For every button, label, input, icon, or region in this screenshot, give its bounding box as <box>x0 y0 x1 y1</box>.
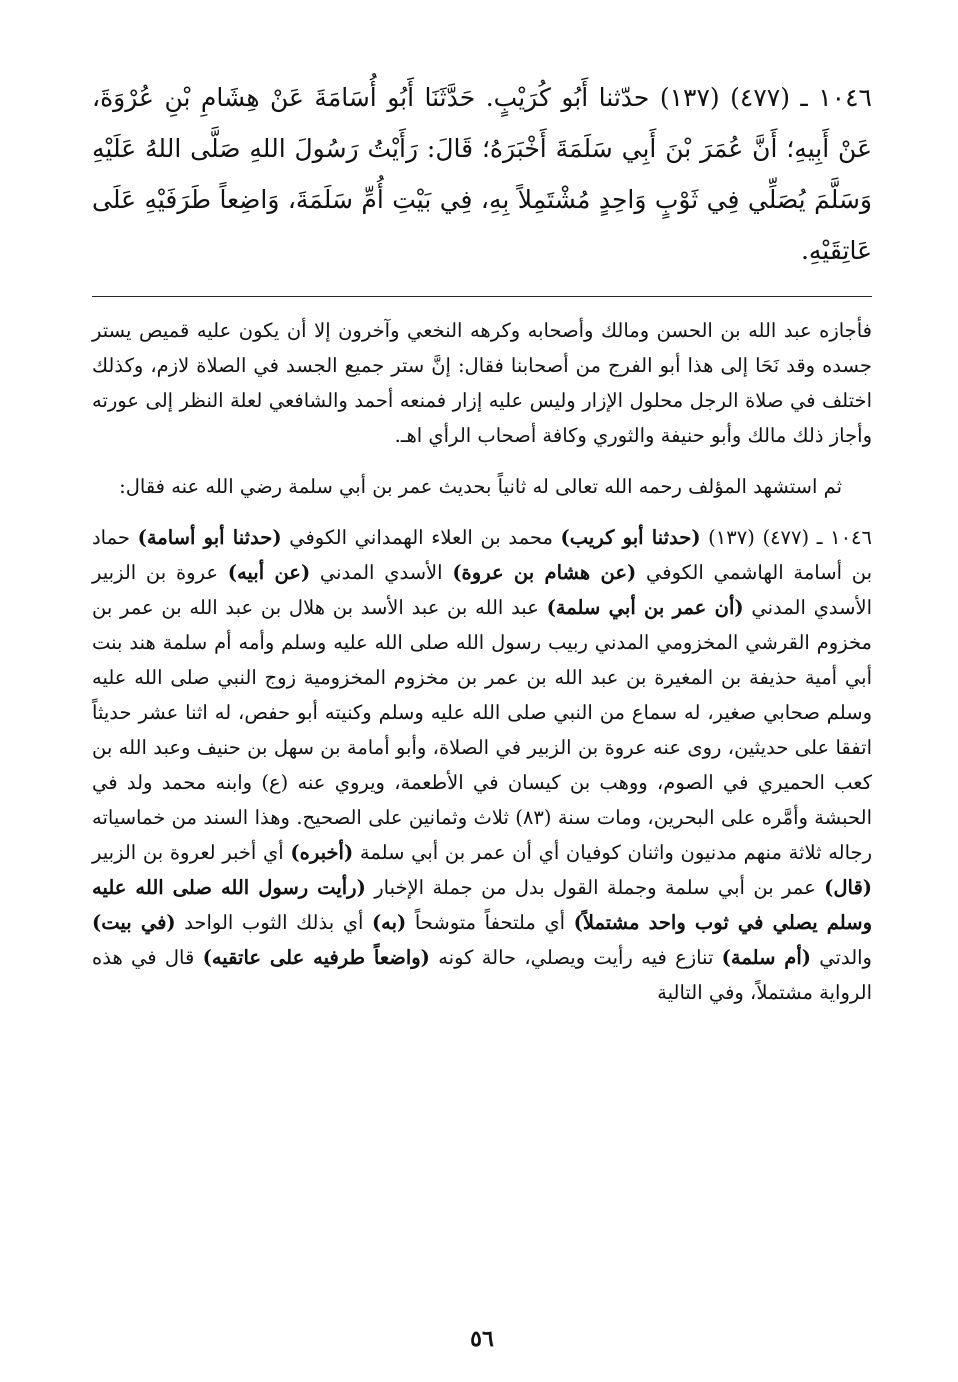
explanation-text: محمد بن العلاء الهمداني الكوفي <box>281 526 561 549</box>
explanation-text: عبد الله بن عبد الأسد بن هلال بن عبد الله بن عمر بن مخزوم القرشي المخزومي المدني ربيب رسول الله صلى الله عليه وسلم وأمه أم سلمة هند بنت أبي أمية حذيفة بن المغيرة بن عبد الله بن عمر بن مخزوم المخزومية زوج النبي صلى الله عليه وسلم صحابي صغير، له سماع من النبي صلى الله عليه وسلم وكنيته أبو حفص، له اثنا عشر حديثاً اتفقا على حديثين، روى عنه عروة بن الزبير في الصلاة، وأبو أمامة بن سهل بن حنيف وعبد الله بن كعب الحميري في الصوم، ووهب بن كيسان في الأطعمة، ويروي عنه (ع) وابنه محمد ولد في الحبشة وأمَّره على البحرين، ومات سنة (٨٣) ثلاث وثمانين على الصحيح. وهذا السند من خماسياته رجاله ثلاثة منهم مدنيون واثنان كوفيان أي أن عمر بن أبي سلمة <box>92 596 872 864</box>
quoted-matn: (حدثنا أبو كريب) <box>560 526 701 549</box>
page-number: ٥٦ <box>470 1326 494 1352</box>
quoted-matn: (أم سلمة) <box>721 946 811 969</box>
hadith-number: ١٠٤٦ ـ (٤٧٧) (١٣٧) <box>700 526 873 549</box>
explanation-text: قال في هذه الرواية مشتملاً، وفي التالية <box>92 946 872 1004</box>
quoted-matn: (حدثنا أبو أسامة) <box>137 526 282 549</box>
quoted-matn: (عن هشام بن عروة) <box>452 561 637 584</box>
quoted-matn: (واضعاً طرفيه على عاتقيه) <box>202 946 430 969</box>
footnote-divider <box>92 296 872 297</box>
hadith-matn: ١٠٤٦ ـ (٤٧٧) (١٣٧) حدّثنا أَبُو كُرَيْبٍ. حَدَّثَنَا أَبُو أُسَامَةَ عَنْ هِشَامِ بْنِ عُرْوَةَ، عَنْ أَبِيهِ؛ أَنَّ عُمَرَ بْنَ أَبِي سَلَمَةَ أَخْبَرَهُ؛ قَالَ: رَأَيْتُ رَسُولَ اللهِ صَلَّى اللهُ عَلَيْهِ وَسَلَّمَ يُصَلِّي فِي ثَوْبٍ وَاحِدٍ مُشْتَمِلاً بِهِ، فِي بَيْتِ أُمِّ سَلَمَةَ، وَاضِعاً طَرَفَيْهِ عَلَى عَاتِقَيْهِ. <box>92 83 872 265</box>
quoted-matn: (رأيت رسول الله صلى الله عليه وسلم يصلي في ثوب واحد مشتملاً) <box>92 876 872 934</box>
book-page <box>92 72 873 1352</box>
quoted-matn: (أن عمر بن أبي سلمة) <box>546 596 744 619</box>
commentary-paragraph-2: ثم استشهد المؤلف رحمه الله تعالى له ثانياً بحديث عمر بن أبي سلمة رضي الله عنه فقال: <box>119 475 842 498</box>
explanation-text: الأسدي المدني <box>310 561 453 584</box>
explanation-text: حماد بن أسامة الهاشمي الكوفي <box>92 526 873 584</box>
quoted-matn: (في بيت) <box>92 911 176 934</box>
explanation-text: عمر بن أبي سلمة وجملة القول بدل من جملة الإخبار <box>365 876 825 899</box>
explanation-text: والدتي <box>811 946 872 969</box>
quoted-matn: (أخبره) <box>290 841 354 864</box>
explanation-text: عروة بن الزبير الأسدي المدني <box>92 561 873 619</box>
explanation-text: أي ملتحفاً متوشحاً <box>406 911 574 934</box>
commentary-paragraph-3 <box>92 520 872 1010</box>
quoted-matn: (قال) <box>824 876 872 899</box>
commentary-section <box>92 313 872 1010</box>
explanation-text: تنازع فيه رأيت ويصلي، حالة كونه <box>429 946 722 969</box>
quoted-matn: (به) <box>371 911 407 934</box>
quoted-matn: (عن أبيه) <box>227 561 311 584</box>
explanation-text: أي أخبر لعروة بن الزبير <box>92 841 291 864</box>
commentary-paragraph-1: فأجازه عبد الله بن الحسن ومالك وأصحابه وكرهه النخعي وآخرون إلا أن يكون عليه قميص يستر جسده وقد نَحَا إلى هذا أبو الفرج من أصحابنا فقال: إنَّ ستر جميع الجسد في الصلاة لازم، وكذلك اختلف في صلاة الرجل محلول الإزار وليس عليه إزار فمنعه أحمد والشافعي لعلة النظر إلى عورته وأجاز ذلك مالك وأبو حنيفة والثوري وكافة أصحاب الرأي اهـ. <box>92 319 872 447</box>
explanation-text: أي بذلك الثوب الواحد <box>175 911 372 934</box>
